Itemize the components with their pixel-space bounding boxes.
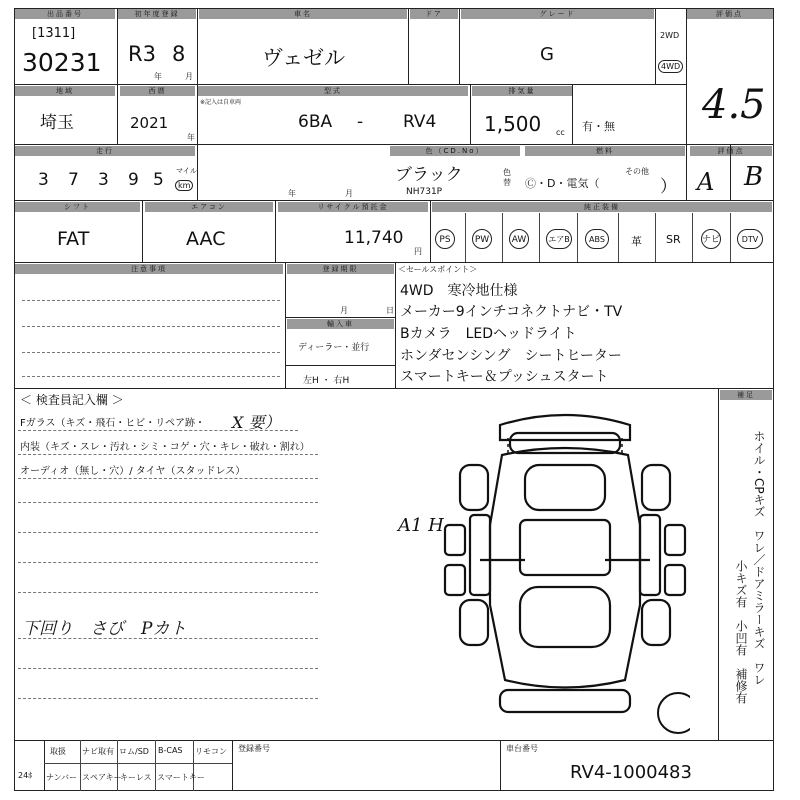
inspector-title: ＜ 検査員記入欄 ＞ xyxy=(20,393,124,407)
model-prefix: 6BA xyxy=(298,112,333,132)
bottom-side: 24ﾎ xyxy=(18,771,33,780)
recycle-value: 11,740 xyxy=(344,228,404,248)
color-year-label: 年 xyxy=(288,189,296,198)
reg-year-suffix: 年 xyxy=(154,72,162,81)
hdr-recycle: リサイクル預託金 xyxy=(278,202,428,212)
interior-grade: A xyxy=(697,168,715,196)
reg-era: R3 xyxy=(128,42,156,66)
drive-4wd: 4WD xyxy=(658,60,683,73)
model-note: ※記入は自車両 xyxy=(200,99,242,106)
fuel-options: Ⓒ・D・電気（ xyxy=(525,177,600,190)
equip-airbag: エアB xyxy=(546,229,572,249)
sales-point-4: ホンダセンシング シートヒーター xyxy=(400,348,622,364)
inspector-handwritten-note: 下回り さび Pカト xyxy=(22,619,187,639)
spare-tire-icon xyxy=(658,693,690,733)
equip-ps: PS xyxy=(435,229,455,249)
sales-point-5: スマートキー＆プッシュスタート xyxy=(400,369,609,385)
hdr-grade: グレード xyxy=(461,9,654,19)
drive-2wd: 2WD xyxy=(660,31,680,40)
bottom-item-7: スペアキー xyxy=(82,773,122,782)
hdr-color: 色（CD.No） xyxy=(390,146,520,156)
equip-leather: 革 xyxy=(631,235,642,248)
mileage-mile: マイル xyxy=(176,167,197,175)
bottom-item-9: スマートキー xyxy=(157,773,205,782)
reg-until-day: 日 xyxy=(386,306,394,315)
region: 埼玉 xyxy=(40,113,74,133)
sales-point-3: Bカメラ LEDヘッドライト xyxy=(400,326,577,342)
mileage-km: km xyxy=(175,180,193,191)
car-name: ヴェゼル xyxy=(262,46,346,70)
lot-number: 30231 xyxy=(22,48,102,77)
sales-point-2: メーカー9インチコネクトナビ・TV xyxy=(400,304,623,320)
frame-number: RV4-1000483 xyxy=(570,762,692,783)
side-note-text: ホイル・CPキズ ワレ／ドアミラーキズ ワレ xyxy=(752,430,766,686)
equip-dtv: DTV xyxy=(737,229,763,249)
steering: 左H ・ 右H xyxy=(303,376,350,386)
color-change: 色替 xyxy=(503,168,511,187)
mileage-digit-1: 3 xyxy=(38,170,49,190)
dealer: ディーラー・並行 xyxy=(298,343,370,353)
hdr-sales-points: ＜セールスポイント＞ xyxy=(398,265,478,274)
shift: FAT xyxy=(57,228,90,250)
hdr-mileage: 走行 xyxy=(15,146,195,156)
bottom-item-8: キーレス xyxy=(120,773,152,782)
equip-abs: ABS xyxy=(585,229,609,249)
reg-until-month: 月 xyxy=(340,306,348,315)
hdr-notes: 注意事項 xyxy=(15,264,283,274)
score: 4.5 xyxy=(702,82,766,128)
equip-navi: ナビ xyxy=(701,229,721,249)
hdr-eval-small: 評価点 xyxy=(690,146,772,156)
model-year-suffix: 年 xyxy=(187,133,195,142)
hdr-car-name: 車名 xyxy=(199,9,407,19)
equip-aw: AW xyxy=(509,229,529,249)
hdr-region: 地域 xyxy=(15,86,115,96)
hdr-shift: シフト xyxy=(15,202,140,212)
hdr-door: ドア xyxy=(410,9,458,19)
mileage-digit-3: 3 xyxy=(98,170,109,190)
displacement-unit: cc xyxy=(556,128,565,137)
equip-pw: PW xyxy=(472,229,492,249)
inspector-interior: 内装（キズ・スレ・汚れ・シミ・コゲ・穴・キレ・破れ・割れ） xyxy=(20,442,310,453)
bottom-item-2: ナビ取有 xyxy=(82,747,114,756)
hdr-fuel: 燃料 xyxy=(525,146,685,156)
reg-no-label: 登録番号 xyxy=(238,744,270,753)
car-diagram xyxy=(440,405,690,735)
aircon: AAC xyxy=(186,228,226,250)
hdr-displacement: 排気量 xyxy=(472,86,572,96)
inspector-glass-mark: X 要） xyxy=(232,413,281,432)
hdr-side-note: 補足 xyxy=(720,390,772,400)
inspector-glass: Fガラス（キズ・飛石・ヒビ・リペア跡・ xyxy=(20,418,206,429)
fuel-other: その他 xyxy=(625,167,649,176)
color-code: NH731P xyxy=(406,187,443,197)
side-note-text2: 小キズ有 小凹有 補修有 xyxy=(734,560,748,704)
diagram-note: A1 H xyxy=(398,515,444,536)
model-year: 2021 xyxy=(130,114,169,132)
bottom-item-4: B-CAS xyxy=(158,746,183,755)
hdr-aircon: エアコン xyxy=(145,202,273,212)
hdr-eval: 評価点 xyxy=(686,9,773,19)
turbo: 有・無 xyxy=(582,120,615,133)
grade: G xyxy=(540,44,554,65)
frame-label: 車台番号 xyxy=(506,744,538,753)
bottom-item-6: ナンバー xyxy=(46,773,78,782)
model-code: RV4 xyxy=(403,112,437,132)
bottom-item-1: 取扱 xyxy=(50,747,66,756)
reg-month: 8 xyxy=(172,42,186,66)
exterior-grade: B xyxy=(744,162,764,192)
displacement: 1,500 xyxy=(484,112,542,136)
bottom-item-3: ロム/SD xyxy=(119,747,149,756)
inspector-audio: オーディオ（無し・穴）/ タイヤ（スタッドレス） xyxy=(20,466,246,477)
hdr-year: 初年度登録 xyxy=(118,9,196,19)
model-dash: - xyxy=(357,112,364,132)
mileage-digit-4: 9 xyxy=(128,170,139,190)
color-month-label: 月 xyxy=(345,189,353,198)
fuel-close: ） xyxy=(660,177,677,197)
hdr-model: 型式 xyxy=(198,86,468,96)
mileage-digit-2: 7 xyxy=(68,170,79,190)
recycle-unit: 円 xyxy=(414,247,422,256)
bottom-item-5: リモコン xyxy=(195,747,227,756)
hdr-model-year: 西暦 xyxy=(120,86,195,96)
hdr-equipment: 純正装備 xyxy=(432,202,772,212)
hdr-lot: 出品番号 xyxy=(15,9,115,19)
reg-month-suffix: 月 xyxy=(185,72,193,81)
mileage-digit-5: 5 xyxy=(153,170,164,190)
hdr-import: 輸入車 xyxy=(287,319,394,329)
equip-sr: SR xyxy=(666,233,681,246)
hdr-reg-until: 登録期限 xyxy=(287,264,394,274)
color-name: ブラック xyxy=(395,165,463,185)
sales-point-1: 4WD 寒冷地仕様 xyxy=(400,283,518,299)
lot-code: [1311] xyxy=(32,26,76,41)
